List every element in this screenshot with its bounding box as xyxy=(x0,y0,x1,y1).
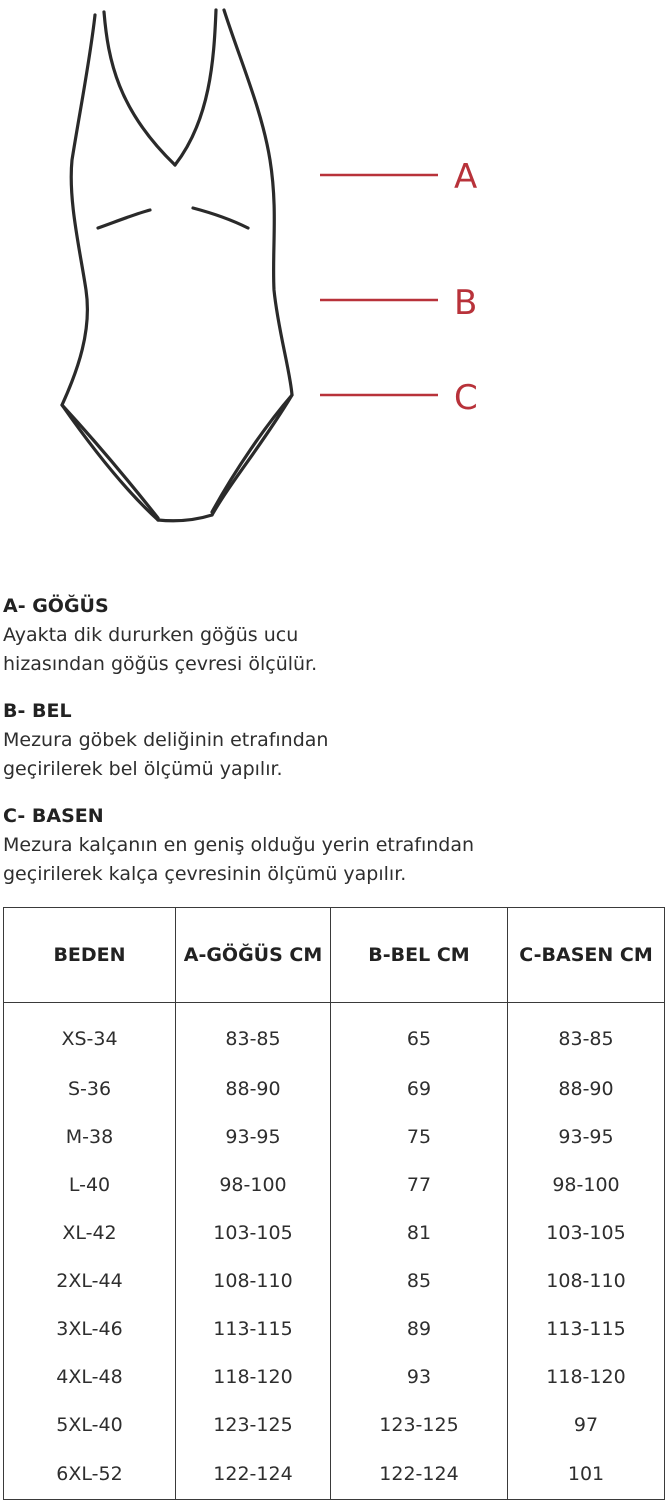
marker-letter-c: C xyxy=(454,378,478,418)
table-row xyxy=(4,1209,665,1257)
description-waist xyxy=(3,697,653,784)
cell-hip: 113-115 xyxy=(508,1305,665,1353)
cell-hip: 101 xyxy=(508,1449,665,1500)
cell-size: 6XL-52 xyxy=(4,1449,176,1500)
table-row xyxy=(4,1257,665,1305)
cell-size: 5XL-40 xyxy=(4,1401,176,1449)
cell-size: M-38 xyxy=(4,1113,176,1161)
table-row xyxy=(4,1449,665,1500)
description-line: geçirilerek kalça çevresinin ölçümü yapılır. xyxy=(3,863,407,885)
description-chest xyxy=(3,592,653,679)
cell-waist: 85 xyxy=(331,1257,508,1305)
description-line: geçirilerek bel ölçümü yapılır. xyxy=(3,758,283,780)
cell-chest: 113-115 xyxy=(176,1305,331,1353)
cell-size: 3XL-46 xyxy=(4,1305,176,1353)
cell-hip: 88-90 xyxy=(508,1065,665,1113)
header-hip: C-BASEN CM xyxy=(508,908,665,1003)
description-line: Ayakta dik dururken göğüs ucu xyxy=(3,624,299,646)
cell-waist: 89 xyxy=(331,1305,508,1353)
cell-hip: 103-105 xyxy=(508,1209,665,1257)
cell-waist: 75 xyxy=(331,1113,508,1161)
cell-hip: 98-100 xyxy=(508,1161,665,1209)
cell-chest: 123-125 xyxy=(176,1401,331,1449)
table-row xyxy=(4,1065,665,1113)
cell-chest: 122-124 xyxy=(176,1449,331,1500)
cell-hip: 108-110 xyxy=(508,1257,665,1305)
cell-size: XS-34 xyxy=(4,1003,176,1066)
cell-size: 2XL-44 xyxy=(4,1257,176,1305)
header-waist: B-BEL CM xyxy=(331,908,508,1003)
table-row xyxy=(4,1003,665,1066)
table-row xyxy=(4,1401,665,1449)
cell-hip: 118-120 xyxy=(508,1353,665,1401)
cell-waist: 77 xyxy=(331,1161,508,1209)
cell-waist: 122-124 xyxy=(331,1449,508,1500)
cell-waist: 69 xyxy=(331,1065,508,1113)
cell-waist: 81 xyxy=(331,1209,508,1257)
description-heading: B- BEL xyxy=(3,700,72,722)
cell-hip: 97 xyxy=(508,1401,665,1449)
cell-chest: 93-95 xyxy=(176,1113,331,1161)
cell-waist: 123-125 xyxy=(331,1401,508,1449)
cell-waist: 93 xyxy=(331,1353,508,1401)
description-hip xyxy=(3,802,653,889)
cell-hip: 93-95 xyxy=(508,1113,665,1161)
table-row xyxy=(4,1113,665,1161)
description-line: Mezura göbek deliğinin etrafından xyxy=(3,729,329,751)
description-line: Mezura kalçanın en geniş olduğu yerin etrafından xyxy=(3,834,475,856)
cell-chest: 118-120 xyxy=(176,1353,331,1401)
cell-chest: 83-85 xyxy=(176,1003,331,1066)
cell-chest: 103-105 xyxy=(176,1209,331,1257)
table-row xyxy=(4,1353,665,1401)
cell-chest: 88-90 xyxy=(176,1065,331,1113)
size-chart-table xyxy=(3,907,665,1500)
cell-waist: 65 xyxy=(331,1003,508,1066)
measurement-lines xyxy=(320,175,438,395)
cell-chest: 98-100 xyxy=(176,1161,331,1209)
table-row xyxy=(4,1305,665,1353)
marker-letter-b: B xyxy=(454,283,478,323)
description-heading: A- GÖĞÜS xyxy=(3,595,109,617)
table-row xyxy=(4,1161,665,1209)
table-header-row xyxy=(4,908,665,1003)
cell-size: 4XL-48 xyxy=(4,1353,176,1401)
cell-size: S-36 xyxy=(4,1065,176,1113)
cell-hip: 83-85 xyxy=(508,1003,665,1066)
cell-chest: 108-110 xyxy=(176,1257,331,1305)
cell-size: L-40 xyxy=(4,1161,176,1209)
header-chest: A-GÖĞÜS CM xyxy=(176,908,331,1003)
marker-letter-a: A xyxy=(454,157,478,197)
cell-size: XL-42 xyxy=(4,1209,176,1257)
description-line: hizasından göğüs çevresi ölçülür. xyxy=(3,653,318,675)
description-heading: C- BASEN xyxy=(3,805,104,827)
swimsuit-outline-icon xyxy=(62,10,292,521)
measurement-illustration xyxy=(0,0,666,540)
header-size: BEDEN xyxy=(4,908,176,1003)
